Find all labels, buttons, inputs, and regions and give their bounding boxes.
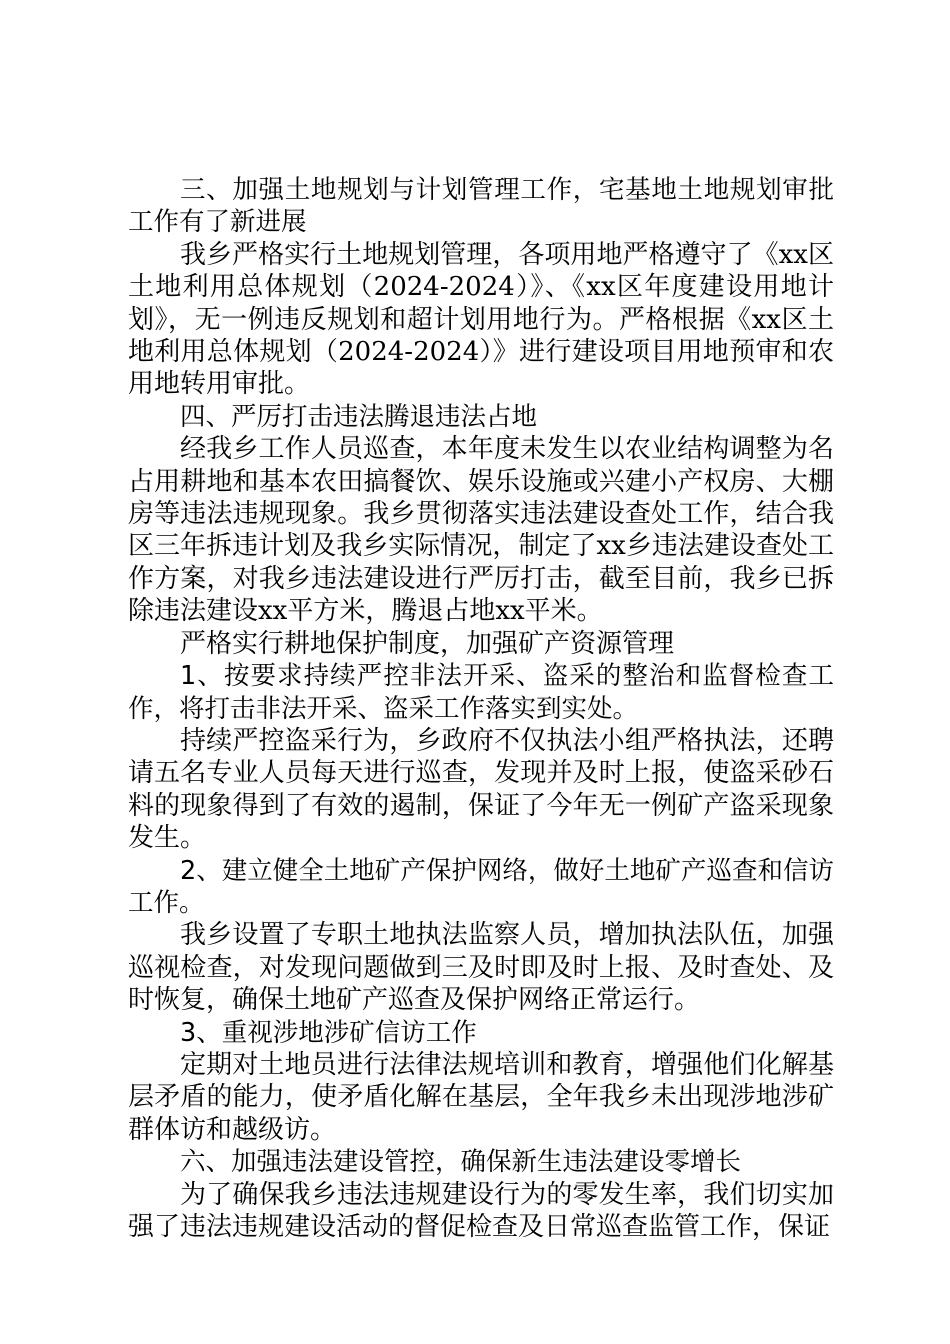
body-paragraph: 为了确保我乡违法违规建设行为的零发生率，我们切实加强了违法违规建设活动的督促检查及日常巡查监管工作，保证 [128,1179,834,1242]
subsection-heading-1: 1、按要求持续严控非法开采、盗采的整治和监督检查工作，将打击非法开采、盗采工作落实到实处。 [128,661,834,724]
body-paragraph: 经我乡工作人员巡查，本年度未发生以农业结构调整为名占用耕地和基本农田搞餐饮、娱乐设施或兴建小产权房、大棚房等违法违规现象。我乡贯彻落实违法建设查处工作，结合我区三年拆违计划及我乡实际情况，制定了xx乡违法建设查处工作方案，对我乡违法建设进行严厉打击，截至目前，我乡已拆除违法建设xx平方米，腾退占地xx平米。 [128,434,834,627]
body-paragraph: 持续严控盗采行为，乡政府不仅执法小组严格执法，还聘请五名专业人员每天进行巡查，发现并及时上报，使盗采砂石料的现象得到了有效的遏制，保证了今年无一例矿产盗采现象发生。 [128,725,834,854]
subsection-heading-3: 3、重视涉地涉矿信访工作 [180,1017,477,1048]
body-paragraph: 定期对土地员进行法律法规培训和教育，增强他们化解基层矛盾的能力，使矛盾化解在基层，全年我乡未出现涉地涉矿群体访和越级访。 [128,1049,834,1145]
body-paragraph: 我乡严格实行土地规划管理，各项用地严格遵守了《xx区土地利用总体规划（2024-2024）》、《xx区年度建设用地计划》，无一例违反规划和超计划用地行为。严格根据《xx区土地利用总体规划（2024-2024）》进行建设项目用地预审和农用地转用审批。 [128,239,834,400]
section-heading-3: 三、加强土地规划与计划管理工作，宅基地土地规划审批工作有了新进展 [128,175,834,238]
subsection-heading-2: 2、建立健全土地矿产保护网络，做好土地矿产巡查和信访工作。 [128,855,834,918]
document-body [128,174,834,1243]
section-heading-6: 六、加强违法建设管控，确保新生违法建设零增长 [180,1147,742,1178]
body-paragraph: 我乡设置了专职土地执法监察人员，增加执法队伍，加强巡视检查，对发现问题做到三及时即及时上报、及时查处、及时恢复，确保土地矿产巡查及保护网络正常运行。 [128,920,834,1016]
section-heading-4: 四、严厉打击违法腾退违法占地 [180,401,538,432]
subsection-title: 严格实行耕地保护制度，加强矿产资源管理 [180,628,675,659]
